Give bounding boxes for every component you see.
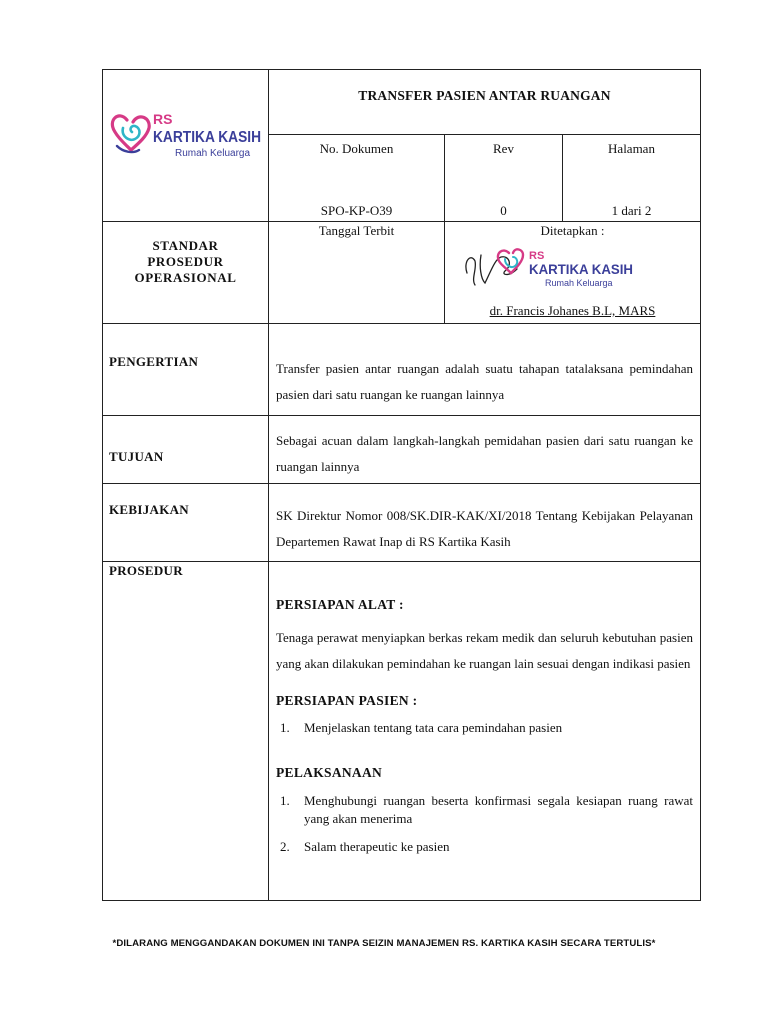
- sop-table: [102, 69, 701, 901]
- halaman-value: 1 dari 2: [611, 203, 652, 218]
- stamp-name: KARTIKA KASIH: [529, 261, 633, 277]
- prosedur-body-cell: [269, 562, 701, 901]
- persiapan-pasien-title: PERSIAPAN PASIEN :: [276, 693, 418, 708]
- halaman-cell: [563, 135, 701, 222]
- sop-title-line1: STANDAR: [152, 238, 219, 253]
- step-text: Menghubungi ruangan beserta konfirmasi segala kesiapan ruang rawat yang akan menerima: [304, 793, 693, 826]
- kebijakan-text: SK Direktur Nomor 008/SK.DIR-KAK/XI/2018 Tentang Kebijakan Pelayanan Departemen Rawat Inap di RS Kartika Kasih: [276, 508, 693, 549]
- tujuan-label: TUJUAN: [109, 449, 164, 464]
- prosedur-label: PROSEDUR: [109, 563, 183, 578]
- sop-title-line3: OPERASIONAL: [134, 270, 237, 285]
- stamp-rs: RS: [529, 250, 545, 262]
- halaman-label: Halaman: [608, 141, 655, 156]
- ditetapkan-cell: [445, 222, 701, 324]
- tujuan-body-cell: [269, 416, 701, 484]
- list-item: [276, 838, 693, 856]
- step-text: Menjelaskan tentang tata cara pemindahan pasien: [304, 720, 563, 735]
- list-item: [276, 792, 693, 828]
- no-dokumen-label: No. Dokumen: [319, 141, 394, 156]
- tujuan-text: Sebagai acuan dalam langkah-langkah pemidahan pasien dari satu ruangan ke ruangan lainnya: [276, 433, 693, 474]
- pengertian-label-cell: [103, 324, 269, 416]
- tanggal-terbit-label: Tanggal Terbit: [318, 223, 395, 238]
- pengertian-label: PENGERTIAN: [109, 354, 199, 369]
- step-number: 2.: [280, 839, 290, 854]
- persiapan-alat-text: Tenaga perawat menyiapkan berkas rekam medik dan seluruh kebutuhan pasien yang akan dilakukan pemindahan ke ruangan lain sesuai dengan indikasi pasien: [276, 630, 693, 671]
- ditetapkan-label: Ditetapkan :: [540, 223, 605, 238]
- pengertian-text: Transfer pasien antar ruangan adalah suatu tahapan tatalaksana pemindahan pasien dari satu ruangan ke ruangan lainnya: [276, 361, 693, 402]
- stamp-tagline: Rumah Keluarga: [545, 278, 613, 288]
- rev-label: Rev: [493, 141, 514, 156]
- persiapan-pasien-list: [276, 719, 693, 737]
- list-item: [276, 719, 693, 737]
- tanggal-terbit-cell: [269, 222, 445, 324]
- document-title-cell: [269, 70, 701, 135]
- pelaksanaan-list: [276, 792, 693, 856]
- tujuan-label-cell: [103, 416, 269, 484]
- logo-name: KARTIKA KASIH: [153, 129, 261, 146]
- kebijakan-label: KEBIJAKAN: [109, 502, 189, 517]
- prosedur-label-cell: [103, 562, 269, 901]
- no-dokumen-cell: [269, 135, 445, 222]
- signer-name: dr. Francis Johanes B.L, MARS: [489, 303, 656, 318]
- step-number: 1.: [280, 793, 290, 808]
- logo-rs: RS: [153, 111, 173, 127]
- pengertian-body-cell: [269, 324, 701, 416]
- copyright-notice: *DILARANG MENGGANDAKAN DOKUMEN INI TANPA SEIZIN MANAJEMEN RS. KARTIKA KASIH SECARA TERTULIS*: [112, 938, 656, 949]
- pelaksanaan-title: PELAKSANAAN: [276, 765, 383, 780]
- rev-value: 0: [500, 203, 507, 218]
- hospital-logo: [109, 106, 265, 166]
- step-number: 1.: [280, 720, 290, 735]
- hospital-logo-cell: [103, 70, 269, 222]
- sop-title: [103, 238, 268, 286]
- document-title: TRANSFER PASIEN ANTAR RUANGAN: [358, 88, 611, 103]
- logo-tagline: Rumah Keluarga: [175, 148, 251, 159]
- rev-cell: [445, 135, 563, 222]
- sop-title-cell: [103, 222, 269, 324]
- no-dokumen-value: SPO-KP-O39: [320, 203, 393, 218]
- step-text: Salam therapeutic ke pasien: [304, 839, 450, 854]
- kebijakan-label-cell: [103, 484, 269, 562]
- sop-title-line2: PROSEDUR: [147, 254, 224, 269]
- kebijakan-body-cell: [269, 484, 701, 562]
- signature-stamp: [461, 243, 681, 293]
- persiapan-alat-title: PERSIAPAN ALAT :: [276, 597, 404, 612]
- sop-document: [102, 69, 700, 901]
